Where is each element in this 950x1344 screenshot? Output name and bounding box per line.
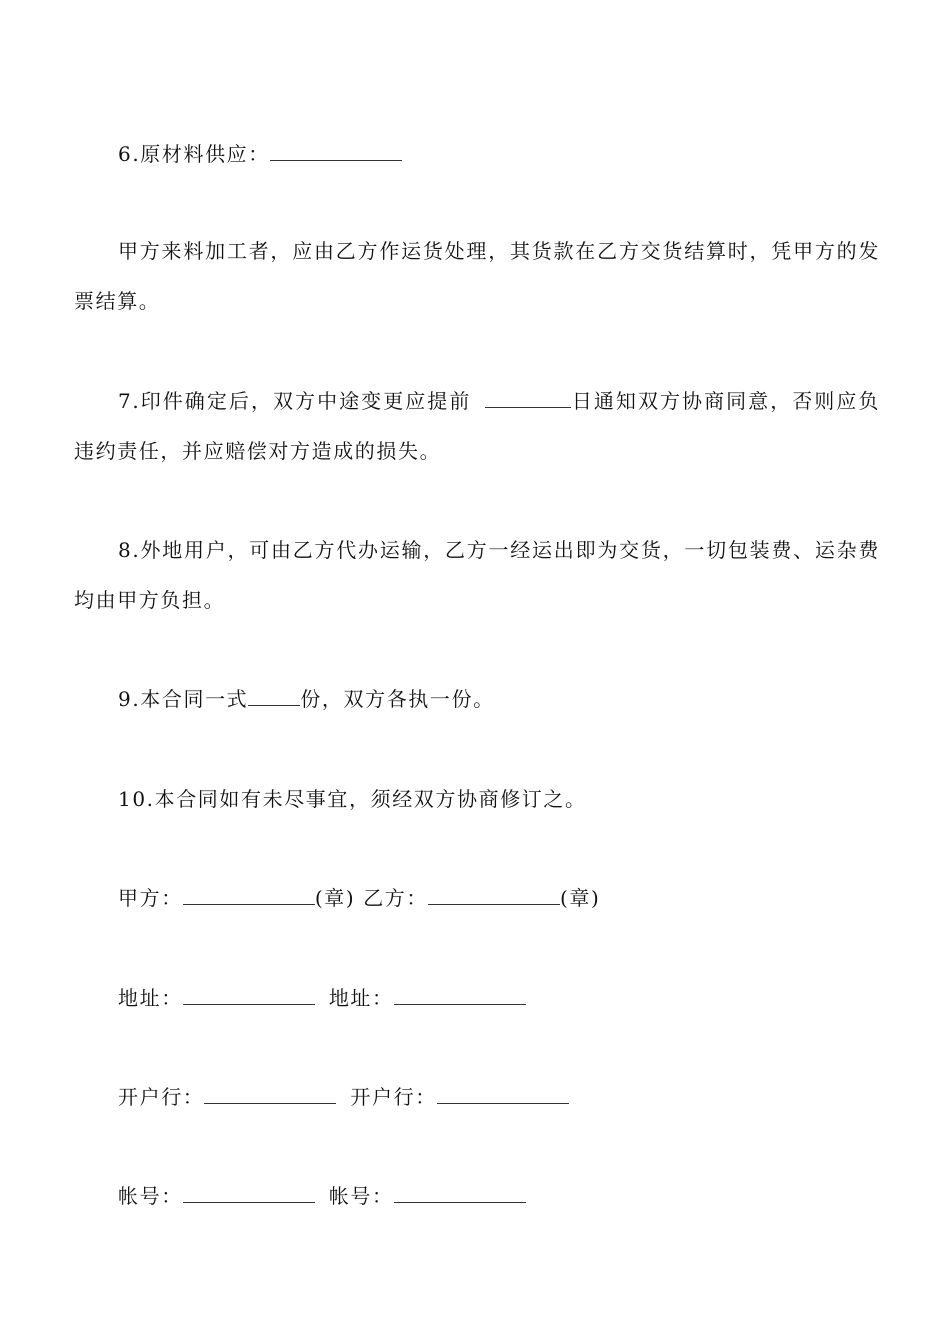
party-a-bank-label: 开户行： (118, 1085, 205, 1109)
bank-line (118, 1082, 569, 1112)
party-a-address-label: 地址： (118, 986, 183, 1010)
party-a-address-blank[interactable] (183, 984, 315, 1005)
party-a-account-label: 帐号： (118, 1184, 183, 1208)
clause-7-text-before: 7.印件确定后，双方中途变更应提前 (118, 389, 472, 413)
party-b-bank-label: 开户行： (350, 1085, 437, 1109)
clause-9 (118, 684, 495, 714)
party-b-blank[interactable] (428, 884, 560, 905)
party-a-account-blank[interactable] (183, 1182, 315, 1203)
copies-blank[interactable] (248, 685, 300, 706)
party-b-bank-blank[interactable] (437, 1083, 569, 1104)
party-b-address-blank[interactable] (394, 984, 526, 1005)
party-signature-line (118, 883, 600, 913)
party-a-blank[interactable] (183, 884, 315, 905)
address-line (118, 983, 526, 1013)
party-b-seal: (章) (560, 886, 601, 910)
party-b-account-label: 帐号： (328, 1184, 394, 1208)
clause-7 (74, 376, 880, 476)
party-a-label: 甲方： (118, 886, 183, 910)
party-b-account-blank[interactable] (394, 1182, 526, 1203)
clause-6 (118, 139, 402, 169)
clause-9-text-before: 9.本合同一式 (118, 687, 249, 711)
clause-6-detail: 甲方来料加工者，应由乙方作运货处理，其货款在乙方交货结算时，凭甲方的发票结算。 (74, 239, 880, 313)
notice-days-blank[interactable] (485, 387, 571, 408)
clause-7-text-after: 日通知双方协商同意，否则应负违约责任，并应赔偿对方造成的损失。 (74, 389, 880, 463)
party-b-address-label: 地址： (328, 986, 394, 1010)
clause-10: 10.本合同如有未尽事宜，须经双方协商修订之。 (118, 787, 587, 811)
clause-8: 8.外地用户，可由乙方代办运输，乙方一经运出即为交货，一切包装费、运杂费均由甲方负担。 (74, 538, 880, 612)
party-a-bank-blank[interactable] (204, 1083, 336, 1104)
raw-material-blank[interactable] (270, 140, 402, 161)
clause-9-text-after: 份，双方各执一份。 (300, 687, 495, 711)
party-a-seal: (章) (314, 886, 356, 910)
party-b-label: 乙方： (363, 886, 428, 910)
account-line (118, 1181, 526, 1211)
clause-6-label: 6.原材料供应： (118, 142, 270, 166)
